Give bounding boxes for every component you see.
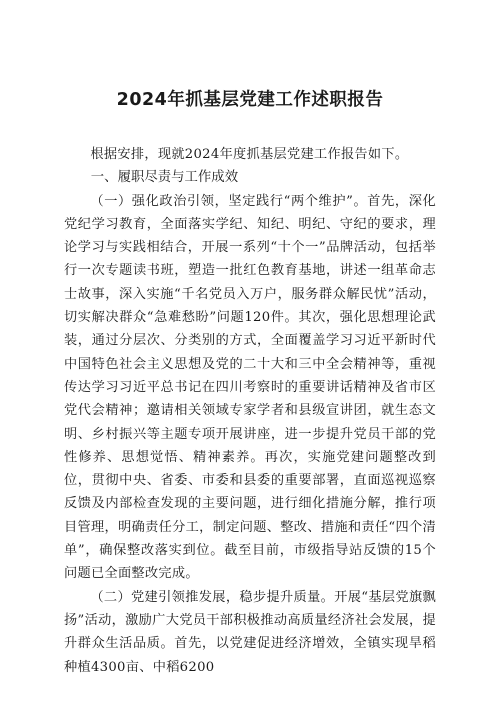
section-heading-1: 一、履职尽责与工作成效 — [90, 170, 239, 186]
body-paragraph-2: （二）党建引领推发展，稳步提升质量。开展“基层党旗飘扬”活动，激励广大党员干部积极推动高质量经济社会发展，提升群众生活品质。首先，以党建促进经济增效，全镇实现旱稻种植4300亩、中稻6200 — [64, 589, 436, 675]
body-paragraph-1: （一）强化政治引领，坚定践行“两个维护”。首先，深化党纪学习教育，全面落实学纪、知纪、明纪、守纪的要求，理论学习与实践相结合，开展一系列“十个一”品牌活动，包括举行一次专题读书班，塑造一批红色教育基地，讲述一组革命志士故事，深入实施“千名党员入万户，服务群众解民忧”活动，切实解决群众“急难愁盼”问题120件。其次，强化思想理论武装，通过分层次、分类别的方式，全面覆盖学习习近平新时代中国特色社会主义思想及党的二十大和三中全会精神等，重视传达学习习近平总书记在四川考察时的重要讲话精神及省市区党代会精神；邀请相关领域专家学者和县级宣讲团，就生态文明、乡村振兴等主题专项开展讲座，进一步提升党员干部的党性修养、思想觉悟、精神素养。再次，实施党建问题整改到位，贯彻中央、省委、市委和县委的重要部署，直面巡视巡察反馈及内部检查发现的主要问题，进行细化措施分解，推行项目管理，明确责任分工，制定问题、整改、措施和责任“四个清单”，确保整改落实到位。截至目前，市级指导站反馈的15个问题已全面整改完成。 — [64, 193, 436, 582]
document-title: 2024年抓基层党建工作述职报告 — [116, 90, 384, 110]
intro-paragraph: 根据安排，现就2024年度抓基层党建工作报告如下。 — [90, 147, 409, 162]
